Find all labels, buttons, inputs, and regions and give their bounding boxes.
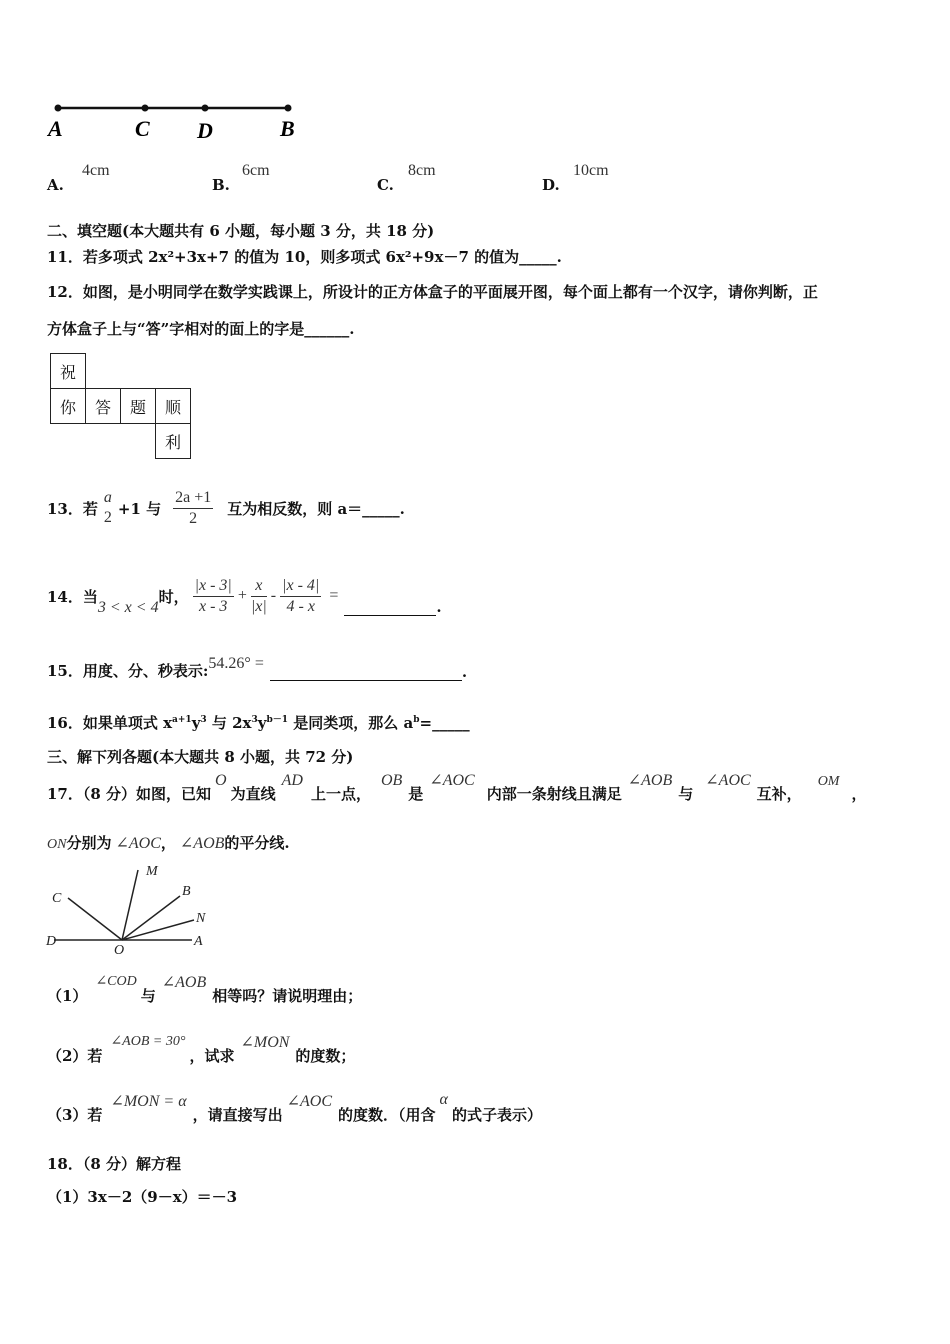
ray-on xyxy=(122,920,194,940)
option-c-value: 8cm xyxy=(408,162,436,179)
q13-mid: +1 与 xyxy=(117,499,162,518)
point-b xyxy=(285,105,292,112)
question-16 xyxy=(47,712,470,733)
q17-text-10: 的平分线. xyxy=(224,834,290,852)
q17-text-5: 内部一条射线且满足 xyxy=(486,785,622,803)
q16-text-3: 与 2x xyxy=(206,714,252,732)
q16-sup-5: b xyxy=(413,715,420,725)
question-18-part-1: （1）3x－2（9－x）＝－3 xyxy=(47,1188,238,1206)
q17-o: O xyxy=(215,772,227,789)
question-14 xyxy=(47,568,442,624)
q14-shi: 时， xyxy=(158,587,189,606)
option-b-value: 6cm xyxy=(242,162,270,179)
q14-fraction-1 xyxy=(193,576,234,617)
q13-frac1-den: 2 xyxy=(103,509,112,526)
net-cell-li: 利 xyxy=(156,424,191,459)
q14-f1-num: |x - 3| xyxy=(193,576,234,597)
question-12-line2: 方体盒子上与“答”字相对的面上的字是______. xyxy=(47,320,355,338)
q14-f2-den: |x| xyxy=(250,597,267,615)
line-segment-figure xyxy=(40,96,310,146)
q17-s1-text-2: 相等吗？请说明理由； xyxy=(212,987,363,1005)
question-15 xyxy=(47,655,467,681)
q17-angle-aoc-1: ∠AOC xyxy=(429,772,475,789)
q16-sup-4: b－1 xyxy=(266,715,289,725)
angle-figure xyxy=(42,858,222,958)
q17-s3-text-2: 的度数．（用含 xyxy=(338,1106,436,1124)
q13-fraction-2 xyxy=(173,488,213,529)
q17-s3-text-1: ，请直接写出 xyxy=(192,1106,283,1124)
q13-frac2-num: 2a +1 xyxy=(173,488,213,509)
net-cell-shun: 顺 xyxy=(156,389,191,424)
q17-s1-cod: ∠COD xyxy=(95,974,137,989)
q15-answer-blank xyxy=(270,666,462,681)
q16-sup-2: 3 xyxy=(200,715,207,725)
q17-text-9: ， xyxy=(160,834,176,852)
q17-ad: AD xyxy=(281,772,303,789)
q17-text-6: 与 xyxy=(678,785,694,803)
q14-fraction-2 xyxy=(251,576,267,617)
cube-net xyxy=(50,353,191,459)
q14-end: . xyxy=(436,598,442,616)
question-13 xyxy=(47,483,405,533)
q14-f2-num: x xyxy=(251,576,267,597)
option-d-letter: D. xyxy=(542,176,560,194)
q17-ob: OB xyxy=(380,772,403,789)
q13-frac1-num: a xyxy=(103,489,112,506)
q17-s2-mon: ∠MON xyxy=(240,1034,290,1051)
ray-oc xyxy=(68,898,122,940)
fig-label-b: B xyxy=(182,884,191,899)
point-a xyxy=(55,105,62,112)
point-c xyxy=(142,105,149,112)
q14-condition: 3 < x < 4 xyxy=(97,599,159,616)
q15-end: . xyxy=(461,663,468,681)
question-11: 11．若多项式 2x²+3x+7 的值为 10，则多项式 6x²+9x－7 的值为_____. xyxy=(47,248,562,266)
q14-prefix: 14．当 xyxy=(47,587,98,606)
q17-on: ON xyxy=(47,837,67,852)
q14-equals: = xyxy=(329,587,339,604)
q17-text-3: 上一点， xyxy=(310,785,371,803)
q14-f3-den: 4 - x xyxy=(286,597,315,615)
q17-s1-text-1: 与 xyxy=(140,987,156,1005)
q17-angle-aob-1: ∠AOB xyxy=(627,772,673,789)
q17-s2-text-1: ，试求 xyxy=(189,1047,235,1065)
q16-text-1: 16．如果单项式 x xyxy=(47,714,173,732)
net-cell-da: 答 xyxy=(86,389,121,424)
label-d: D xyxy=(197,118,213,143)
q17-sub-1 xyxy=(47,972,362,1006)
q16-text-2: y xyxy=(191,714,201,732)
q16-sup-1: a+1 xyxy=(172,715,192,725)
q13-prefix: 13．若 xyxy=(47,499,98,518)
q17-s3-aoc: ∠AOC xyxy=(286,1093,333,1110)
q14-fraction-3 xyxy=(280,576,321,617)
label-c: C xyxy=(135,116,150,141)
fig-label-m: M xyxy=(146,864,158,879)
question-18-title: 18．（8 分）解方程 xyxy=(47,1155,182,1173)
net-cell-zhu: 祝 xyxy=(51,354,86,389)
q17-text-8: 分别为 xyxy=(66,834,112,852)
fig-label-a: A xyxy=(194,934,203,949)
option-b-letter: B. xyxy=(212,176,230,194)
q17-s2-condition: ∠AOB = 30° xyxy=(110,1034,186,1049)
question-17-line1 xyxy=(47,770,866,804)
q17-om: OM xyxy=(817,774,840,789)
q17-s3-text-3: 的式子表示） xyxy=(451,1106,542,1124)
q13-fraction-1 xyxy=(102,488,114,528)
label-a: A xyxy=(48,116,63,141)
point-d xyxy=(202,105,209,112)
section-2-title: 二、填空题(本大题共有 6 小题，每小题 3 分，共 18 分) xyxy=(47,222,435,240)
q17-text-4: 是 xyxy=(408,785,424,803)
q15-expression: 54.26° = xyxy=(208,655,264,672)
q17-angle-aob-2: ∠AOB xyxy=(179,835,225,852)
q14-answer-blank xyxy=(344,601,436,616)
q17-s2-label: （2）若 xyxy=(47,1047,103,1065)
q17-s1-aob: ∠AOB xyxy=(161,974,207,991)
fig-label-d: D xyxy=(46,934,57,949)
q14-f1-den: x - 3 xyxy=(198,597,228,615)
q14-f3-num: |x - 4| xyxy=(280,576,321,597)
question-17-line2 xyxy=(47,832,290,853)
q17-angle-aoc-3: ∠AOC xyxy=(115,835,161,852)
q17-sub-2 xyxy=(47,1032,355,1066)
option-a-value: 4cm xyxy=(82,162,110,179)
q16-text-6: =_____ xyxy=(419,714,470,732)
q15-prefix: 15．用度、分、秒表示: xyxy=(47,662,209,680)
option-a-letter: A. xyxy=(47,176,64,194)
q17-s2-text-2: 的度数； xyxy=(295,1047,356,1065)
q13-frac2-den: 2 xyxy=(189,509,198,527)
net-cell-ni: 你 xyxy=(51,389,86,424)
q14-minus: - xyxy=(270,587,277,604)
q17-s3-condition: ∠MON = α xyxy=(110,1093,187,1110)
label-b: B xyxy=(280,116,295,141)
q17-text-2: 为直线 xyxy=(230,785,276,803)
fig-label-n: N xyxy=(196,911,206,926)
q13-suffix: 互为相反数，则 a＝_____. xyxy=(227,499,405,518)
q17-sub-3 xyxy=(47,1091,542,1125)
question-12-line1: 12．如图，是小明同学在数学实践课上，所设计的正方体盒子的平面展开图，每个面上都有一个汉字，请你判断，正 xyxy=(47,283,818,301)
fig-label-c: C xyxy=(52,891,62,906)
net-cell-ti: 题 xyxy=(121,389,156,424)
q17-s1-label: （1） xyxy=(47,987,88,1005)
q14-plus: + xyxy=(237,587,247,604)
q17-s3-alpha: α xyxy=(439,1091,448,1108)
option-c-letter: C. xyxy=(377,176,394,194)
q17-s3-label: （3）若 xyxy=(47,1106,103,1124)
q17-text-7: 互补， xyxy=(756,785,802,803)
section-3-title: 三、解下列各题(本大题共 8 小题，共 72 分) xyxy=(47,748,354,766)
q17-angle-aoc-2: ∠AOC xyxy=(705,772,751,789)
q17-comma: ， xyxy=(851,785,867,803)
option-d-value: 10cm xyxy=(573,162,609,179)
q16-text-5: 是同类项，那么 a xyxy=(288,714,414,732)
q16-text-4: y xyxy=(257,714,267,732)
q16-sup-3: 3 xyxy=(251,715,258,725)
q17-text-1: 17．（8 分）如图，已知 xyxy=(47,785,212,803)
fig-label-o: O xyxy=(114,943,125,958)
